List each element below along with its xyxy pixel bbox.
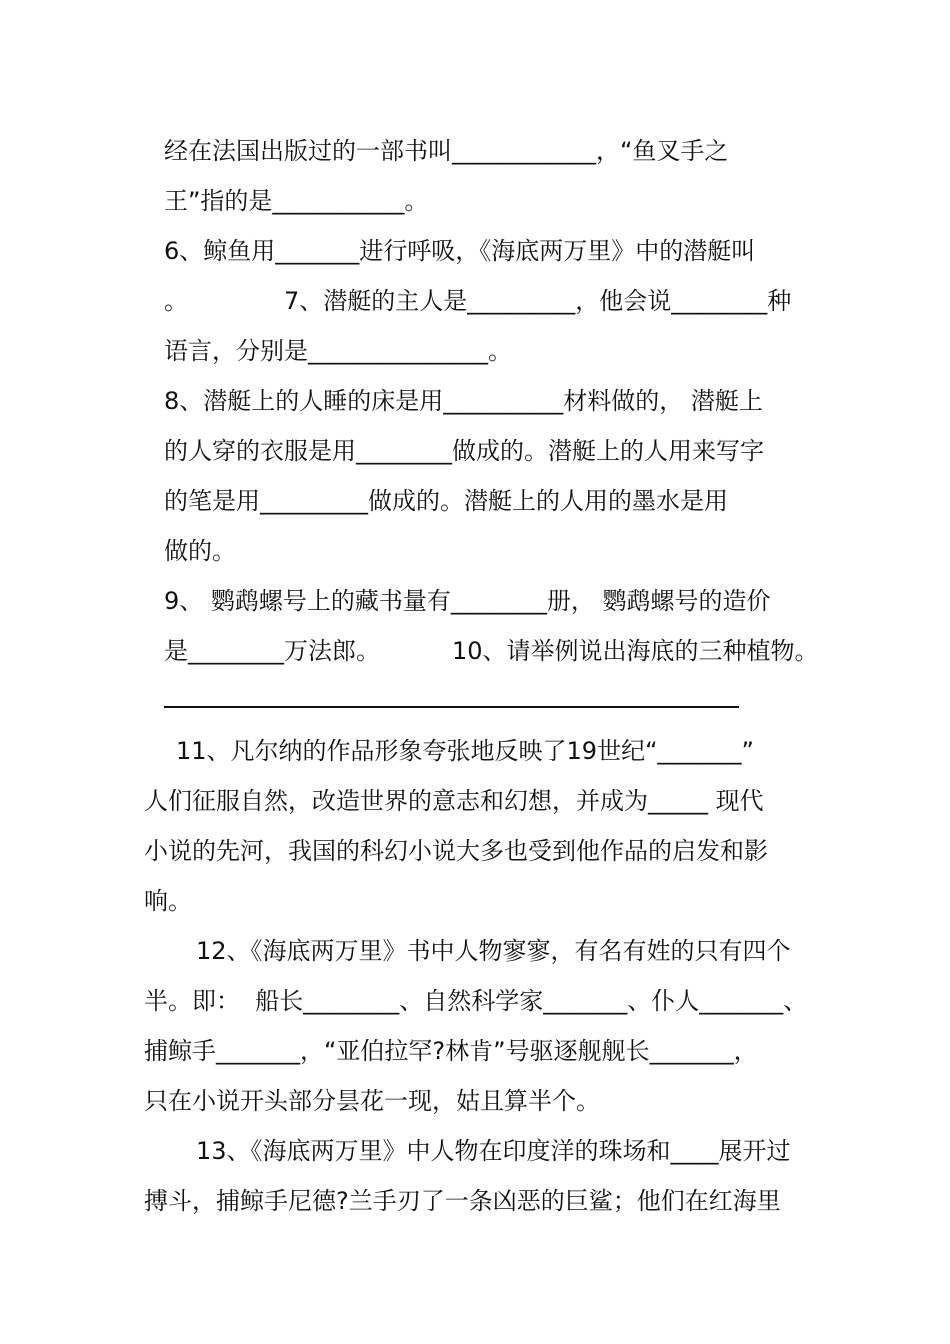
text-line: 捕鲸手_______，“亚伯拉罕?林肯”号驱逐舰舰长_______， <box>144 1037 758 1065</box>
text-line: 8、潜艇上的人睡的床是用__________材料做的， 潜艇上 <box>164 387 763 415</box>
text-line: 只在小说开头部分昙花一现，姑且算半个。 <box>144 1087 600 1115</box>
text-line: 13、《海底两万里》中人物在印度洋的珠场和____展开过 <box>196 1137 791 1165</box>
answer-line <box>164 706 739 708</box>
text-line: 响。 <box>144 887 192 915</box>
text-line: 经在法国出版过的一部书叫____________，“鱼叉手之 <box>164 137 729 165</box>
text-line: 7、潜艇的主人是_________，他会说________种 <box>284 287 792 315</box>
text-line: 的笔是用_________做成的。潜艇上的人用的墨水是用 <box>164 487 728 515</box>
text-line: 王”指的是___________。 <box>164 187 429 215</box>
text-line: 人们征服自然，改造世界的意志和幻想，并成为_____ 现代 <box>144 787 764 815</box>
text-line: 做的。 <box>164 537 236 565</box>
text-line: 半。即： 船长________、自然科学家_______、仆人_______、 <box>144 987 808 1015</box>
text-line: 语言，分别是_______________。 <box>164 337 512 365</box>
text-line: 的人穿的衣服是用________做成的。潜艇上的人用来写字 <box>164 437 764 465</box>
text-line: 12、《海底两万里》书中人物寥寥，有名有姓的只有四个 <box>196 937 791 965</box>
text-line: 10、请举例说出海底的三种植物。 <box>452 637 819 665</box>
text-line: 。 <box>164 287 188 315</box>
text-line: 小说的先河，我国的科幻小说大多也受到他作品的启发和影 <box>144 837 768 865</box>
text-line: 6、鲸鱼用_______进行呼吸，《海底两万里》中的潜艇叫 <box>164 237 756 265</box>
text-line: 9、 鹦鹉螺号上的藏书量有________册， 鹦鹉螺号的造价 <box>164 587 771 615</box>
text-line: 搏斗，捕鲸手尼德?兰手刃了一条凶恶的巨鲨；他们在红海里 <box>144 1187 781 1215</box>
text-line: 11、凡尔纳的作品形象夸张地反映了19世纪“_______” <box>176 737 754 765</box>
text-line: 是________万法郎。 <box>164 637 380 665</box>
